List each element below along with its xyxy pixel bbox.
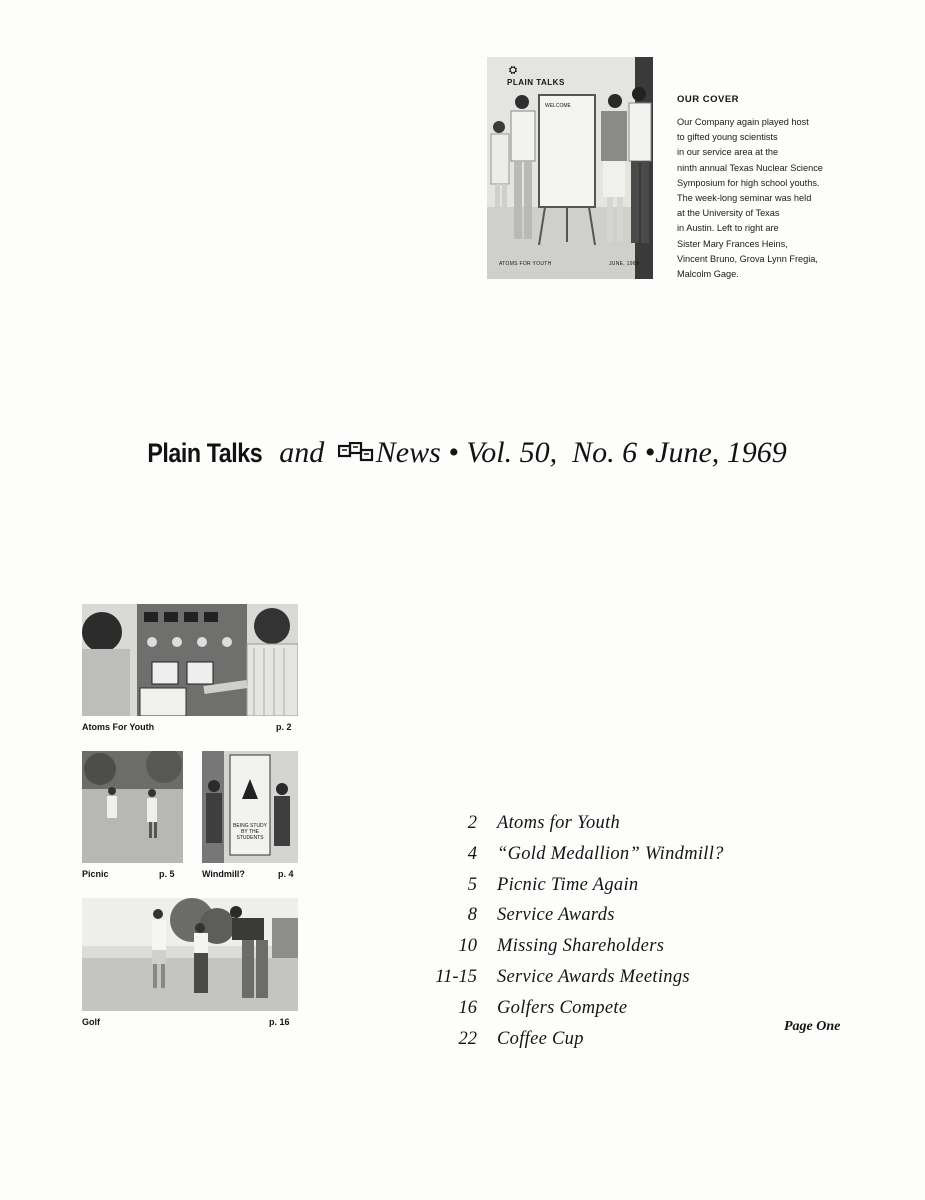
toc-entry[interactable]: [380, 1029, 800, 1057]
thumbnail-page: p. 2: [276, 722, 292, 732]
toc-title: Coffee Cup: [497, 1029, 584, 1049]
toc-entry[interactable]: [380, 936, 800, 964]
toc-page-number: 5: [467, 875, 477, 895]
toc-title: Service Awards: [497, 905, 615, 925]
toc-page-number: 2: [467, 813, 477, 833]
cover-logo-icon: ⛭: [509, 65, 517, 76]
cover-photo: [487, 57, 653, 279]
cover-masthead: PLAIN TALKS: [507, 78, 565, 87]
thumbnail-page: p. 5: [159, 869, 175, 879]
thumbnail-page: p. 4: [278, 869, 294, 879]
thumbnail-caption: Golf: [82, 1017, 100, 1027]
cover-caption-body: Our Company again played host to gifted young scientists in our service area at the ninth annual Texas Nuclear Science Symposium for high school youths. The week-long seminar was held at the University of Texas in Austin. Left to right are Sister Mary Frances Heins, Vincent Bruno, Grova Lynn Fregia, Malcolm Gage.: [677, 117, 823, 280]
toc-title: Picnic Time Again: [497, 875, 639, 895]
toc-entry[interactable]: [380, 998, 800, 1026]
cover-photo-art: [487, 57, 653, 279]
toc-page-number: 4: [467, 844, 477, 864]
toc-title: Golfers Compete: [497, 998, 628, 1018]
page-number-label: Page One: [784, 1019, 841, 1034]
masthead-date: June, 1969: [655, 436, 787, 469]
toc-title: Atoms for Youth: [497, 813, 621, 833]
company-logo-icon: [338, 442, 374, 464]
cover-caption-title: OUR COVER: [677, 94, 740, 105]
thumbnail-atoms-for-youth[interactable]: [82, 604, 298, 716]
toc-title: Missing Shareholders: [497, 936, 665, 956]
cover-footer-right: JUNE, 1969: [609, 261, 639, 267]
thumbnail-caption: Windmill?: [202, 869, 245, 879]
thumbnail-windmill[interactable]: [202, 751, 298, 863]
thumbnail-golf[interactable]: [82, 898, 298, 1011]
masthead-separator: •: [644, 436, 656, 469]
toc-entry[interactable]: [380, 967, 800, 995]
toc-entry[interactable]: [380, 844, 800, 872]
cover-sign-text: WELCOME: [545, 103, 571, 109]
windmill-sign-text: BEING STUDY BY THE STUDENTS: [233, 823, 267, 841]
atoms-photo-art: [82, 604, 298, 716]
toc-page-number: 8: [467, 905, 477, 925]
thumbnail-caption: Picnic: [82, 869, 109, 879]
cover-footer-left: ATOMS FOR YOUTH: [499, 261, 552, 267]
masthead: [0, 436, 925, 470]
golf-photo-art: [82, 898, 298, 1011]
toc-page-number: 11-15: [435, 967, 477, 987]
masthead-separator: •: [448, 436, 459, 469]
thumbnail-page: p. 16: [269, 1017, 290, 1027]
windmill-photo-art: [202, 751, 298, 863]
thumbnail-picnic[interactable]: [82, 751, 183, 863]
toc-page-number: 22: [458, 1029, 477, 1049]
toc-entry[interactable]: [380, 905, 800, 933]
masthead-news: News: [375, 436, 441, 469]
toc-page-number: 10: [458, 936, 477, 956]
masthead-plain-talks: Plain Talks: [147, 438, 263, 468]
toc-title: “Gold Medallion” Windmill?: [497, 844, 724, 864]
toc-title: Service Awards Meetings: [497, 967, 690, 987]
toc-entry[interactable]: [380, 813, 800, 841]
masthead-and: and: [279, 436, 325, 469]
masthead-number: No. 6: [572, 436, 638, 469]
toc-page-number: 16: [458, 998, 477, 1018]
thumbnail-caption: Atoms For Youth: [82, 722, 155, 732]
masthead-volume: Vol. 50,: [466, 436, 558, 469]
picnic-photo-art: [82, 751, 183, 863]
toc-entry[interactable]: [380, 875, 800, 903]
